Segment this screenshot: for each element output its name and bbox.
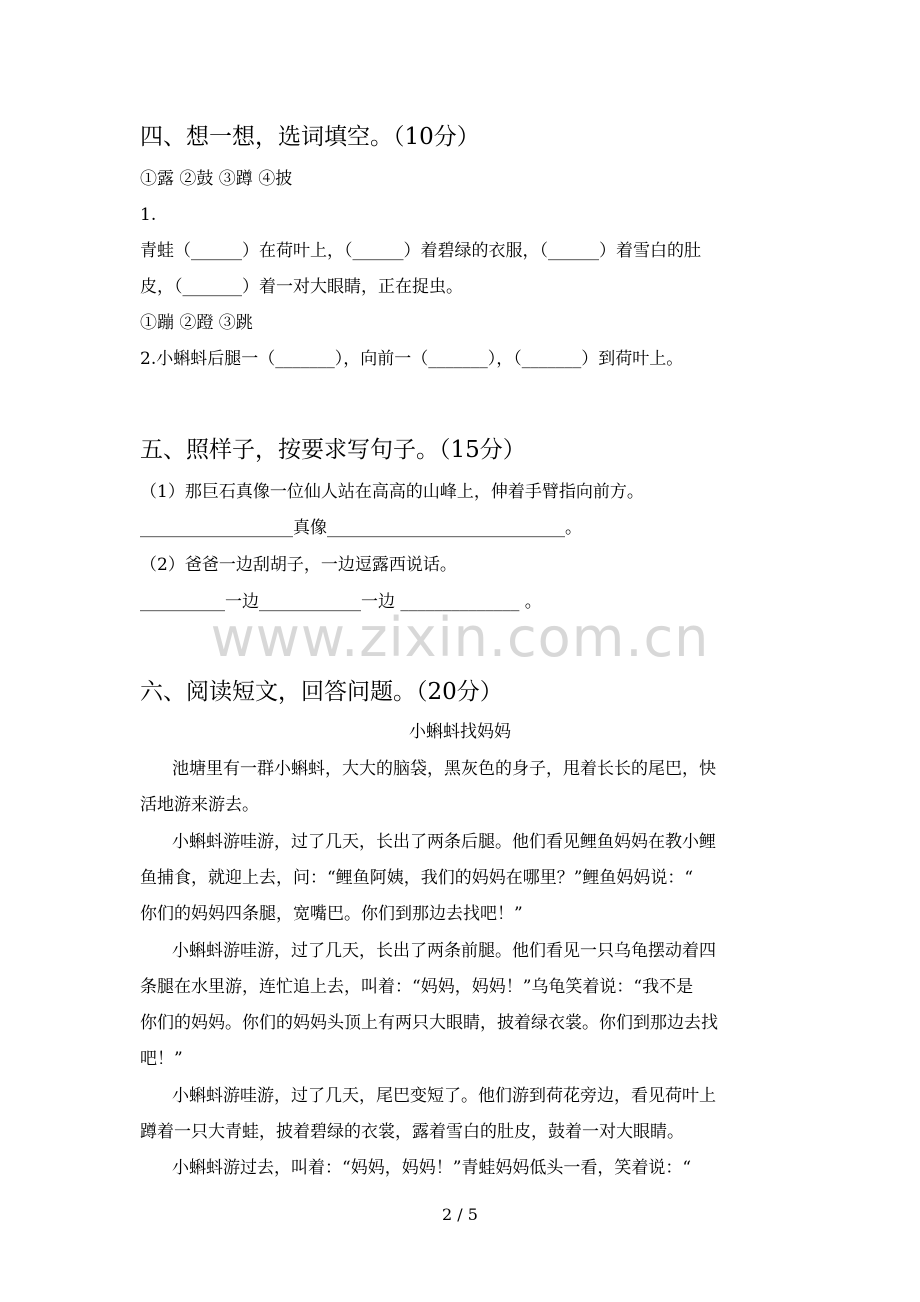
passage-line: 你们的妈妈。你们的妈妈头顶上有两只大眼睛，披着绿衣裳。你们到那边去找 [140,1013,718,1033]
section5-blank2: __________一边____________一边 ______________ 。 [140,592,542,612]
passage-title: 小蝌蚪找妈妈 [409,722,511,742]
passage-line: 活地游来游去。 [140,795,259,815]
passage-line: 小蝌蚪游过去，叫着：“妈妈，妈妈！”青蛙妈妈低头一看，笑着说：“ [172,1158,692,1178]
section4-options2: ①蹦 ②蹬 ③跳 [140,313,253,333]
passage-line: 小蝌蚪游哇游，过了几天，长出了两条后腿。他们看见鲤鱼妈妈在教小鲤 [172,832,716,852]
section4-heading: 四、想一想，选词填空。（10分） [140,124,480,150]
passage-line: 池塘里有一群小蝌蚪，大大的脑袋，黑灰色的身子，甩着长长的尾巴，快 [172,759,716,779]
question1-line2: 皮，（_______）着一对大眼睛，正在捉虫。 [140,277,463,297]
page-number: 2 / 5 [442,1205,478,1224]
passage-line: 你们的妈妈四条腿，宽嘴巴。你们到那边去找吧！” [140,904,523,924]
passage-line: 鱼捕食，就迎上去，问：“鲤鱼阿姨，我们的妈妈在哪里？”鲤鱼妈妈说：“ [140,868,694,888]
section5-heading: 五、照样子，按要求写句子。（15分） [140,437,526,463]
section4-options1: ①露 ②鼓 ③蹲 ④披 [140,169,293,189]
section5-example2: （2）爸爸一边刮胡子，一边逗露西说话。 [140,555,457,575]
passage-line: 蹲着一只大青蛙，披着碧绿的衣裳，露着雪白的肚皮，鼓着一对大眼睛。 [140,1122,684,1142]
question2-line: 2.小蝌蚪后腿一（_______），向前一（_______），（_______）到荷叶上。 [140,349,684,369]
question1-number: 1. [140,205,157,225]
section5-example1: （1）那巨石真像一位仙人站在高高的山峰上，伸着手臂指向前方。 [140,482,644,502]
passage-line: 小蝌蚪游哇游，过了几天，长出了两条前腿。他们看见一只乌龟摆动着四 [172,941,716,961]
section6-heading: 六、阅读短文，回答问题。（20分） [140,679,503,705]
question1-line1: 青蛙（______）在荷叶上，（______）着碧绿的衣服，（______）着雪白的肚 [140,241,701,261]
passage-line: 小蝌蚪游哇游，过了几天，尾巴变短了。他们游到荷花旁边，看见荷叶上 [172,1086,716,1106]
section5-blank1: __________________真像____________________________。 [140,518,582,538]
passage-line: 吧！” [140,1049,183,1069]
watermark: www.zixin.com.cn [210,606,710,669]
passage-line: 条腿在水里游，连忙追上去，叫着：“妈妈，妈妈！”乌龟笑着说：“我不是 [140,977,694,997]
